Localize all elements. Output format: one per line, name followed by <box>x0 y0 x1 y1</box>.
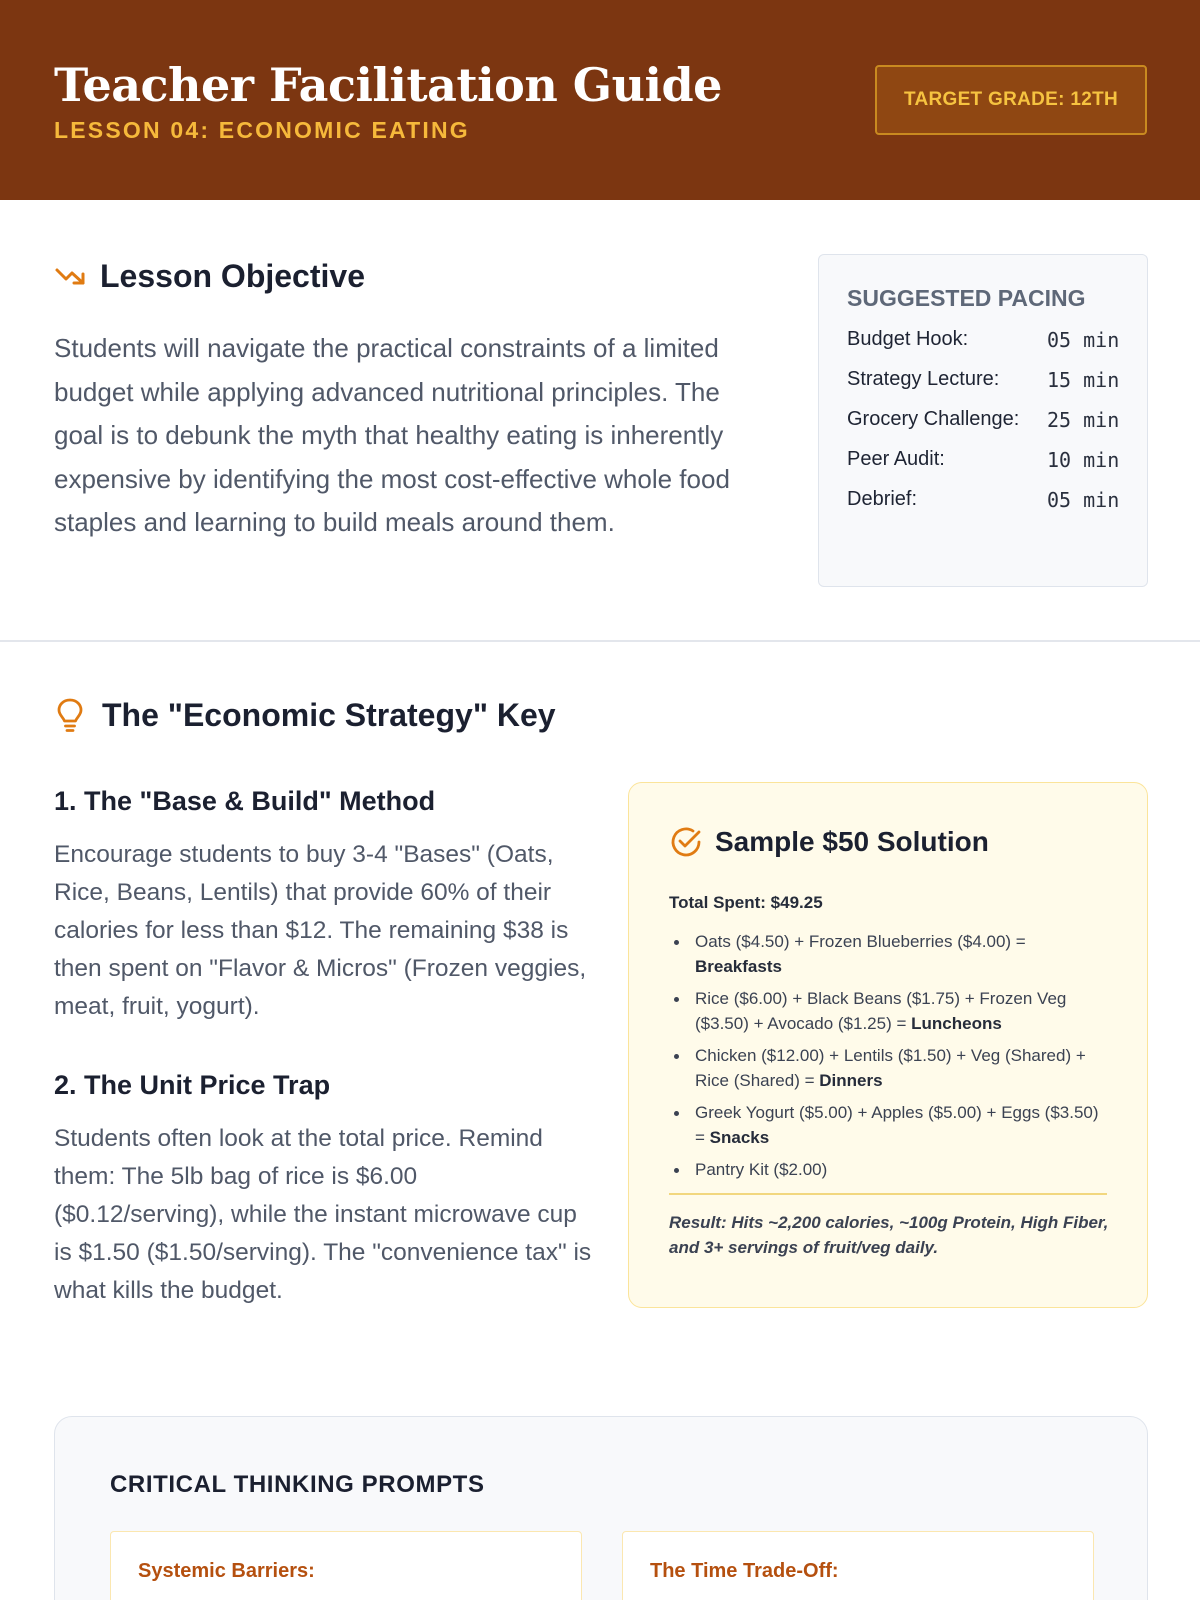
pacing-label: Budget Hook: <box>847 328 969 350</box>
section-divider <box>0 640 1200 642</box>
solution-list <box>669 929 1109 1189</box>
total-spent: Total Spent: $49.25 <box>669 893 823 912</box>
item-text: Rice ($6.00) + Black Beans ($1.75) + Frozen Veg ($3.50) + Avocado ($1.25) = <box>695 989 1067 1033</box>
pacing-row <box>847 448 1127 484</box>
prompt-label: Systemic Barriers: <box>138 1560 315 1582</box>
list-item <box>669 986 1109 1036</box>
item-text: Pantry Kit ($2.00) <box>695 1160 828 1179</box>
item-meal: Breakfasts <box>695 957 782 976</box>
method-title: 1. The "Base & Build" Method <box>54 786 436 816</box>
critical-thinking-card <box>54 1416 1148 1600</box>
strategy-heading-text: The "Economic Strategy" Key <box>102 696 556 733</box>
pacing-row <box>847 408 1127 444</box>
pacing-value: 10 min <box>1047 448 1120 472</box>
pacing-row <box>847 488 1127 524</box>
method-title: 2. The Unit Price Trap <box>54 1070 331 1100</box>
page-header <box>0 0 1200 200</box>
method-body: Students often look at the total price. Remind them: The 5lb bag of rice is $6.00 ($0.12/serving), while the instant microwave cup is $1.50 ($1.50/serving). The "convenience tax" is what kills the budget. <box>54 1125 592 1304</box>
list-item <box>669 929 1109 979</box>
objective-body: Students will navigate the practical constraints of a limited budget while applying advanced nutritional principles. The goal is to debunk the myth that healthy eating is inherently expensive by identifying the most cost-effective whole food staples and learning to build meals around them. <box>54 333 730 537</box>
prompt-card <box>622 1531 1094 1600</box>
pacing-value: 05 min <box>1047 488 1120 512</box>
prompt-label: The Time Trade-Off: <box>650 1560 839 1582</box>
pacing-label: Debrief: <box>847 488 918 510</box>
pacing-label: Grocery Challenge: <box>847 408 1020 430</box>
list-item <box>669 1043 1109 1093</box>
solution-title: Sample $50 Solution <box>715 826 989 857</box>
method-body: Encourage students to buy 3-4 "Bases" (Oats, Rice, Beans, Lentils) that provide 60% of their calories for less than $12. The remaining $38 is then spent on "Flavor & Micros" (Frozen veggies, meat, fruit, yogurt). <box>54 841 587 1020</box>
item-meal: Luncheons <box>911 1014 1002 1033</box>
list-item <box>669 1100 1109 1150</box>
strategy-heading <box>54 696 556 734</box>
objective-heading <box>54 258 365 295</box>
pacing-label: Strategy Lecture: <box>847 368 1000 390</box>
solution-divider <box>669 1193 1107 1195</box>
objective-heading-text: Lesson Objective <box>100 258 365 294</box>
solution-result: Result: Hits ~2,200 calories, ~100g Protein, High Fiber, and 3+ servings of fruit/veg daily. <box>669 1213 1109 1257</box>
pacing-value: 05 min <box>1047 328 1120 352</box>
pacing-label: Peer Audit: <box>847 448 945 470</box>
trending-down-icon <box>54 260 88 294</box>
item-text: Chicken ($12.00) + Lentils ($1.50) + Veg (Shared) + Rice (Shared) = <box>695 1046 1086 1090</box>
prompt-card <box>110 1531 582 1600</box>
prompts-title: CRITICAL THINKING PROMPTS <box>110 1471 485 1498</box>
page-title: Teacher Facilitation Guide <box>54 58 722 112</box>
item-text: Oats ($4.50) + Frozen Blueberries ($4.00) = <box>695 932 1026 951</box>
check-circle-icon <box>669 825 703 859</box>
item-meal: Snacks <box>709 1128 770 1147</box>
pacing-card <box>818 254 1148 587</box>
item-text: Greek Yogurt ($5.00) + Apples ($5.00) + Eggs ($3.50) = <box>695 1103 1099 1147</box>
pacing-value: 15 min <box>1047 368 1120 392</box>
pacing-title: SUGGESTED PACING <box>847 285 1086 311</box>
item-meal: Dinners <box>819 1071 883 1090</box>
list-item <box>669 1157 1109 1182</box>
lesson-subtitle: LESSON 04: ECONOMIC EATING <box>54 117 470 143</box>
pacing-row <box>847 368 1127 404</box>
pacing-value: 25 min <box>1047 408 1120 432</box>
pacing-row <box>847 328 1127 364</box>
solution-heading <box>669 825 989 859</box>
target-grade-badge: TARGET GRADE: 12TH <box>875 65 1147 135</box>
lightbulb-icon <box>54 696 86 734</box>
sample-solution-card <box>628 782 1148 1308</box>
